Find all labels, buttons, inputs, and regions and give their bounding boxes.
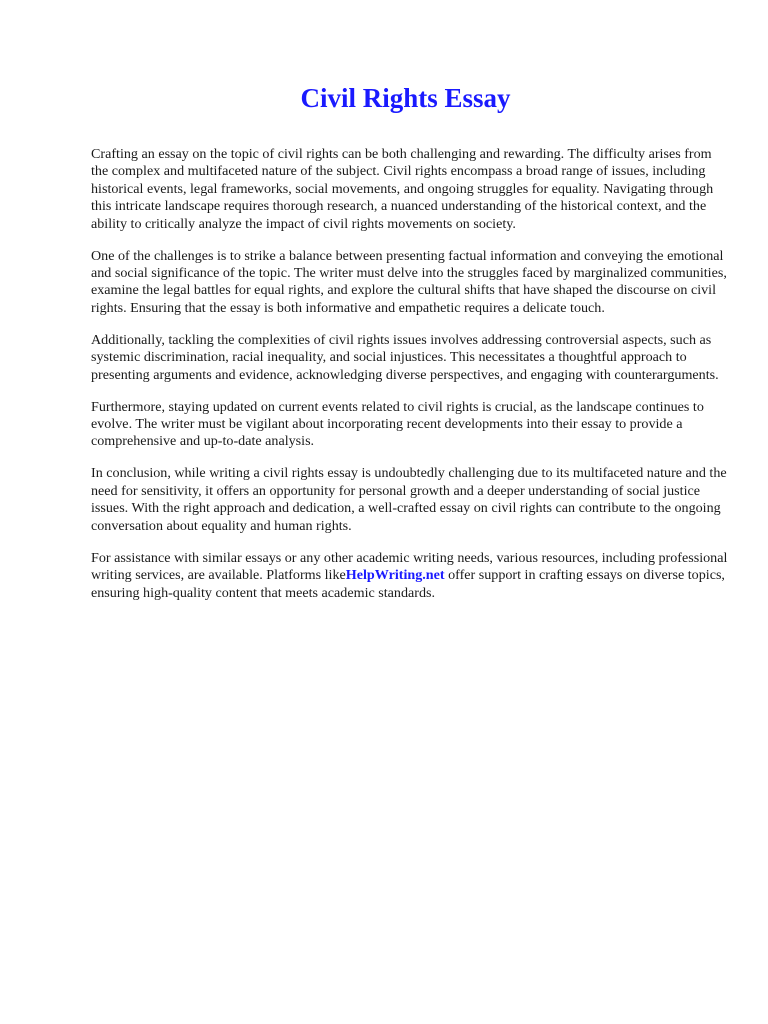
paragraph-intro: Crafting an essay on the topic of civil rights can be both challenging and rewarding. The difficulty arises from the complex and multifaceted nature of the subject. Civil rights encompass a broad range of issues, including historical events, legal frameworks, social movements, and ongoing struggles for equality. Navigating through this intricate landscape requires thorough research, a nuanced understanding of the historical context, and the ability to critically analyze the impact of civil rights movements on society. — [91, 146, 714, 232]
paragraph-complexities: Additionally, tackling the complexities of civil rights issues involves addressing controversial aspects, such as systemic discrimination, racial inequality, and social injustices. This necessitates a thoughtful approach to presenting arguments and evidence, acknowledging diverse perspectives, and engaging with counterarguments. — [91, 331, 719, 383]
paragraph-assistance — [91, 550, 731, 602]
assistance-text-before-link: For assistance with similar essays or any other academic writing needs, various resources, including professional writing services, are available. Platforms like — [91, 549, 728, 584]
helpwriting-link[interactable]: HelpWriting.net — [345, 567, 445, 584]
paragraph-current-events: Furthermore, staying updated on current events related to civil rights is crucial, as the landscape continues to evolve. The writer must be vigilant about incorporating recent developments into their essay to provide a comprehensive and up-to-date analysis. — [91, 398, 704, 450]
essay-body — [91, 146, 731, 617]
paragraph-conclusion: In conclusion, while writing a civil rights essay is undoubtedly challenging due to its multifaceted nature and the need for sensitivity, it offers an opportunity for personal growth and a deeper understanding of social justice issues. With the right approach and dedication, a well-crafted essay on civil rights can contribute to the ongoing conversation about equality and human rights. — [91, 465, 727, 534]
assistance-text-after-link: offer support in crafting essays on diverse topics, ensuring high-quality content that meets academic standards. — [91, 567, 725, 601]
page-title: Civil Rights Essay — [300, 83, 511, 113]
paragraph-challenges: One of the challenges is to strike a balance between presenting factual information and conveying the emotional and social significance of the topic. The writer must delve into the struggles faced by marginalized communities, examine the legal battles for equal rights, and explore the cultural shifts that have shaped the discourse on civil rights. Ensuring that the essay is both informative and empathetic requires a delicate touch. — [91, 247, 727, 316]
